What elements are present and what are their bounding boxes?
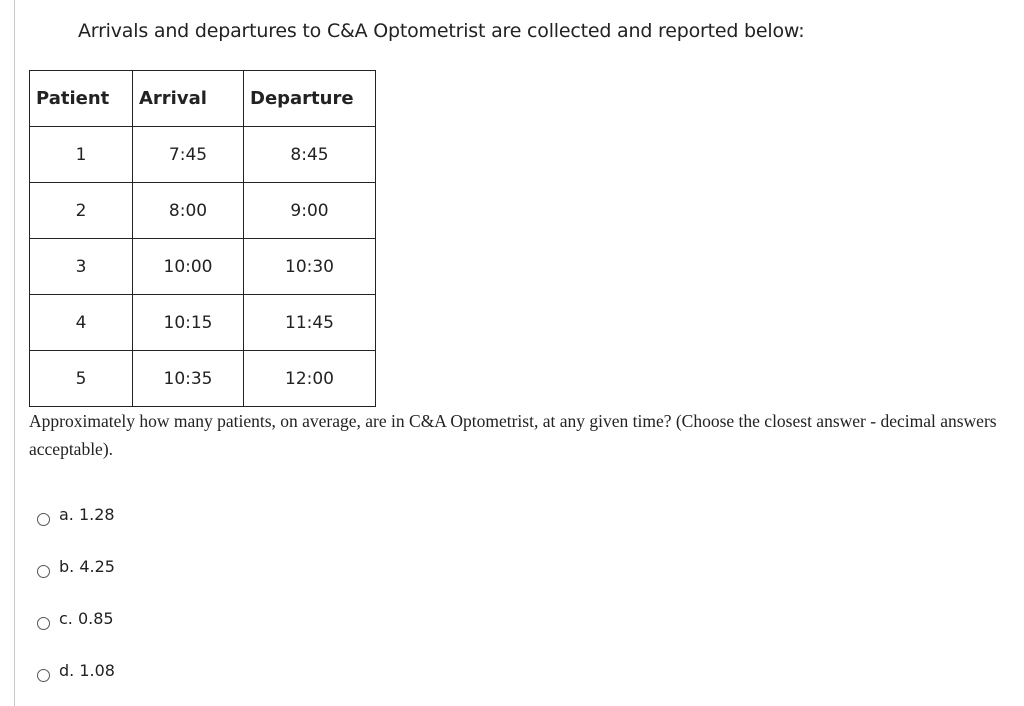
radio-button-a[interactable]: [37, 513, 50, 526]
option-d-label[interactable]: d. 1.08: [59, 660, 115, 680]
option-a-label[interactable]: a. 1.28: [59, 504, 115, 524]
radio-button-c[interactable]: [37, 617, 50, 630]
option-c[interactable]: [37, 592, 115, 644]
option-c-label[interactable]: c. 0.85: [59, 608, 114, 628]
cell-patient: 3: [30, 239, 133, 295]
cell-patient: 1: [30, 127, 133, 183]
question-text: Approximately how many patients, on average, are in C&A Optometrist, at any given time? (Choose the closest answer - decimal answers acceptable).: [29, 411, 997, 459]
content-left-border: [14, 0, 15, 706]
cell-departure: 10:30: [244, 239, 376, 295]
header-arrival: Arrival: [133, 71, 244, 127]
header-departure: Departure: [244, 71, 376, 127]
cell-departure: 8:45: [244, 127, 376, 183]
option-b[interactable]: [37, 540, 115, 592]
cell-departure: 9:00: [244, 183, 376, 239]
table-row: [30, 295, 376, 351]
cell-arrival: 10:00: [133, 239, 244, 295]
radio-button-d[interactable]: [37, 669, 50, 682]
cell-patient: 2: [30, 183, 133, 239]
table-row: [30, 127, 376, 183]
cell-arrival: 10:35: [133, 351, 244, 407]
table-row: [30, 239, 376, 295]
cell-arrival: 8:00: [133, 183, 244, 239]
cell-patient: 4: [30, 295, 133, 351]
answer-options: [37, 488, 115, 696]
cell-patient: 5: [30, 351, 133, 407]
cell-arrival: 7:45: [133, 127, 244, 183]
cell-departure: 12:00: [244, 351, 376, 407]
option-d[interactable]: [37, 644, 115, 696]
header-patient: Patient: [30, 71, 133, 127]
option-b-label[interactable]: b. 4.25: [59, 556, 115, 576]
table-row: [30, 183, 376, 239]
arrivals-departures-table: [29, 70, 376, 407]
radio-button-b[interactable]: [37, 565, 50, 578]
table-header-row: [30, 71, 376, 127]
cell-departure: 11:45: [244, 295, 376, 351]
intro-text: Arrivals and departures to C&A Optometrist are collected and reported below:: [78, 20, 805, 42]
cell-arrival: 10:15: [133, 295, 244, 351]
option-a[interactable]: [37, 488, 115, 540]
table-row: [30, 351, 376, 407]
